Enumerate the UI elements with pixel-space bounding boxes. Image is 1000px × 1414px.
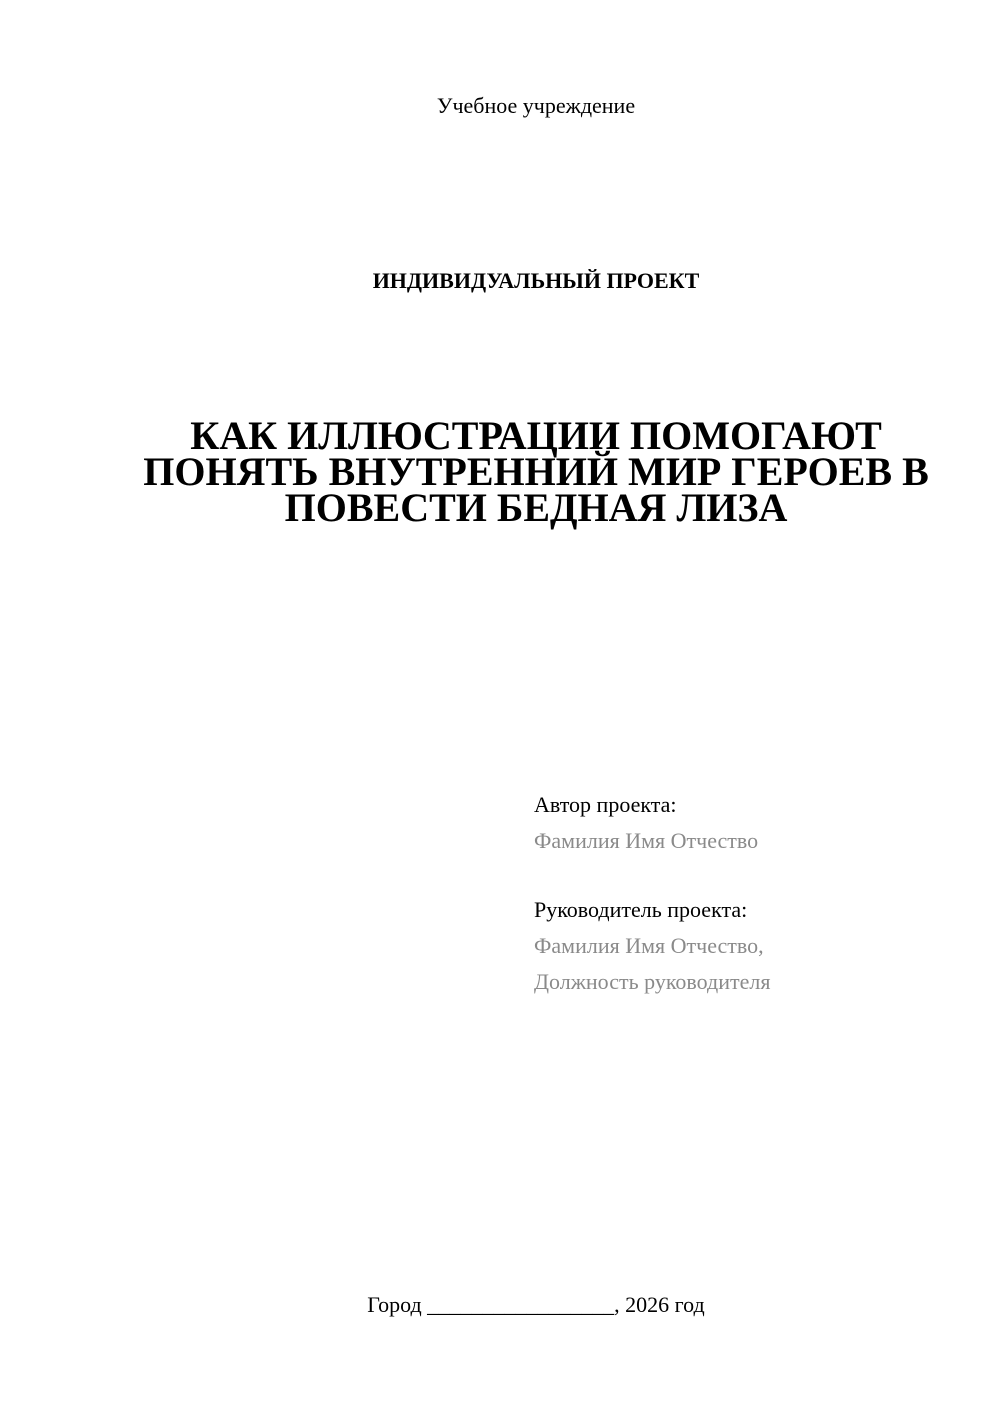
author-label: Автор проекта: <box>534 792 677 817</box>
project-title-line-3: ПОВЕСТИ БЕДНАЯ ЛИЗА <box>284 485 788 530</box>
author-name-placeholder: Фамилия Имя Отчество <box>534 828 759 853</box>
city-year-line: Город _________________, 2026 год <box>367 1292 705 1317</box>
institution-name: Учебное учреждение <box>436 93 636 118</box>
author-block <box>534 787 974 859</box>
project-title-line-2: ПОНЯТЬ ВНУТРЕННИЙ МИР ГЕРОЕВ В <box>143 449 929 494</box>
project-title <box>140 413 932 530</box>
project-title-line-1: КАК ИЛЛЮСТРАЦИИ ПОМОГАЮТ <box>190 413 882 458</box>
supervisor-name-placeholder: Фамилия Имя Отчество, <box>534 933 764 958</box>
supervisor-label: Руководитель проекта: <box>534 897 748 922</box>
supervisor-block <box>534 892 974 1000</box>
supervisor-position-placeholder: Должность руководителя <box>534 969 771 994</box>
project-type-heading: ИНДИВИДУАЛЬНЫЙ ПРОЕКТ <box>372 268 700 293</box>
